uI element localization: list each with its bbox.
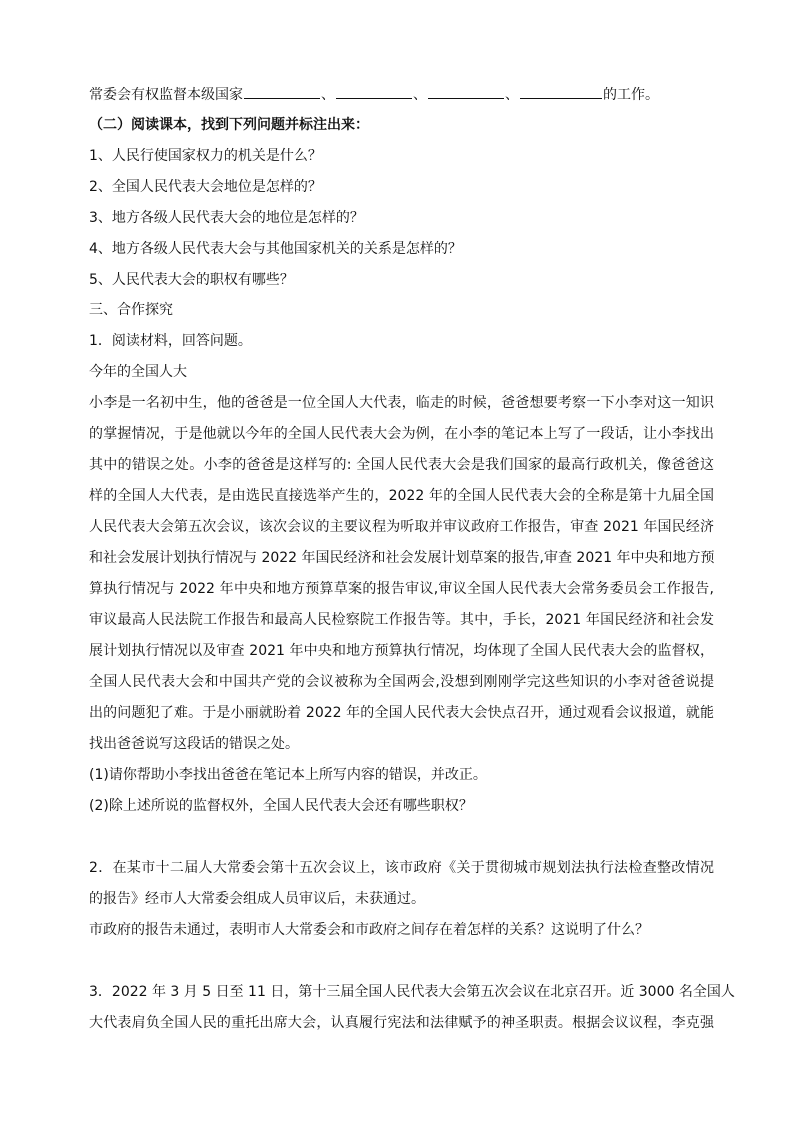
- task-3-line: 大代表肩负全国人民的重托出席大会，认真履行宪法和法律赋予的神圣职责。根据会议议程，李克强: [89, 1015, 714, 1031]
- material-line: 其中的错误之处。小李的爸爸是这样写的: 全国人民代表大会是我们国家的最高行政机关，像爸爸这: [89, 457, 714, 473]
- fill-sep-2: 、: [413, 87, 427, 103]
- task-2-line: 2．在某市十二届人大常委会第十五次会议上，该市政府《关于贯彻城市规划法执行法检查整改情况: [89, 860, 714, 876]
- task-3-line: 3．2022 年 3 月 5 日至 11 日，第十三届全国人民代表大会第五次会议在北京召开。近 3000 名全国人: [89, 984, 735, 1000]
- question-item: 4、地方各级人民代表大会与其他国家机关的关系是怎样的？: [89, 241, 462, 257]
- material-line: 展计划执行情况以及审查 2021 年中央和地方预算执行情况，均体现了全国人民代表大会的监督权，: [89, 643, 714, 659]
- task-1-intro: 1．阅读材料，回答问题。: [89, 333, 252, 349]
- section-heading-reading: （二）阅读课本，找到下列问题并标注出来：: [89, 117, 369, 133]
- material-line: 找出爸爸说写这段话的错误之处。: [89, 736, 299, 752]
- question-item: 2、全国人民代表大会地位是怎样的？: [89, 179, 322, 195]
- material-line: 样的全国人大代表，是由选民直接选举产生的，2022 年的全国人民代表大会的全称是第十九届全国: [89, 488, 714, 504]
- question-item: 3、地方各级人民代表大会的地位是怎样的？: [89, 210, 364, 226]
- material-line: 审议最高人民法院工作报告和最高人民检察院工作报告等。其中，手长，2021 年国民经济和社会发: [89, 612, 714, 628]
- fill-sep-1: 、: [321, 87, 335, 103]
- section-heading-cooperation: 三、合作探究: [89, 302, 173, 318]
- material-line: 小李是一名初中生，他的爸爸是一位全国人大代表，临走的时候，爸爸想要考察一下小李对这一知识: [89, 395, 714, 411]
- fill-prefix: 常委会有权监督本级国家: [89, 87, 243, 103]
- answer-blank-1[interactable]: [244, 84, 320, 99]
- answer-blank-4[interactable]: [520, 84, 602, 99]
- answer-blank-3[interactable]: [428, 84, 504, 99]
- material-line: 的掌握情况，于是他就以今年的全国人民代表大会为例，在小李的笔记本上写了一段话，让小李找出: [89, 426, 714, 442]
- answer-blank-2[interactable]: [336, 84, 412, 99]
- material-line: 人民代表大会第五次会议，该次会议的主要议程为听取并审议政府工作报告，审查 2021 年国民经济: [89, 519, 714, 535]
- material-line: 和社会发展计划执行情况与 2022 年国民经济和社会发展计划草案的报告,审查 2021 年中央和地方预: [89, 550, 715, 566]
- question-item: 5、人民代表大会的职权有哪些？: [89, 272, 294, 288]
- task-1-question-2: (2)除上述所说的监督权外，全国人民代表大会还有哪些职权？: [89, 798, 473, 814]
- task-1-question-1: (1)请你帮助小李找出爸爸在笔记本上所写内容的错误，并改正。: [89, 767, 487, 783]
- material-line: 算执行情况与 2022 年中央和地方预算草案的报告审议,审议全国人民代表大会常务委员会工作报告,: [89, 581, 714, 597]
- material-title: 今年的全国人大: [89, 364, 187, 380]
- fill-in-blank-line: [89, 84, 714, 105]
- fill-suffix: 的工作。: [603, 87, 659, 103]
- material-line: 出的问题犯了难。于是小丽就盼着 2022 年的全国人民代表大会快点召开，通过观看会议报道，就能: [89, 705, 714, 721]
- fill-sep-3: 、: [505, 87, 519, 103]
- question-item: 1、人民行使国家权力的机关是什么？: [89, 148, 322, 164]
- task-2-line: 的报告》经市人大常委会组成人员审议后，未获通过。: [89, 891, 425, 907]
- task-2-question: 市政府的报告未通过，表明市人大常委会和市政府之间存在着怎样的关系？这说明了什么？: [89, 922, 649, 938]
- material-line: 全国人民代表大会和中国共产党的会议被称为全国两会,没想到刚刚学完这些知识的小李对爸爸说提: [89, 674, 714, 690]
